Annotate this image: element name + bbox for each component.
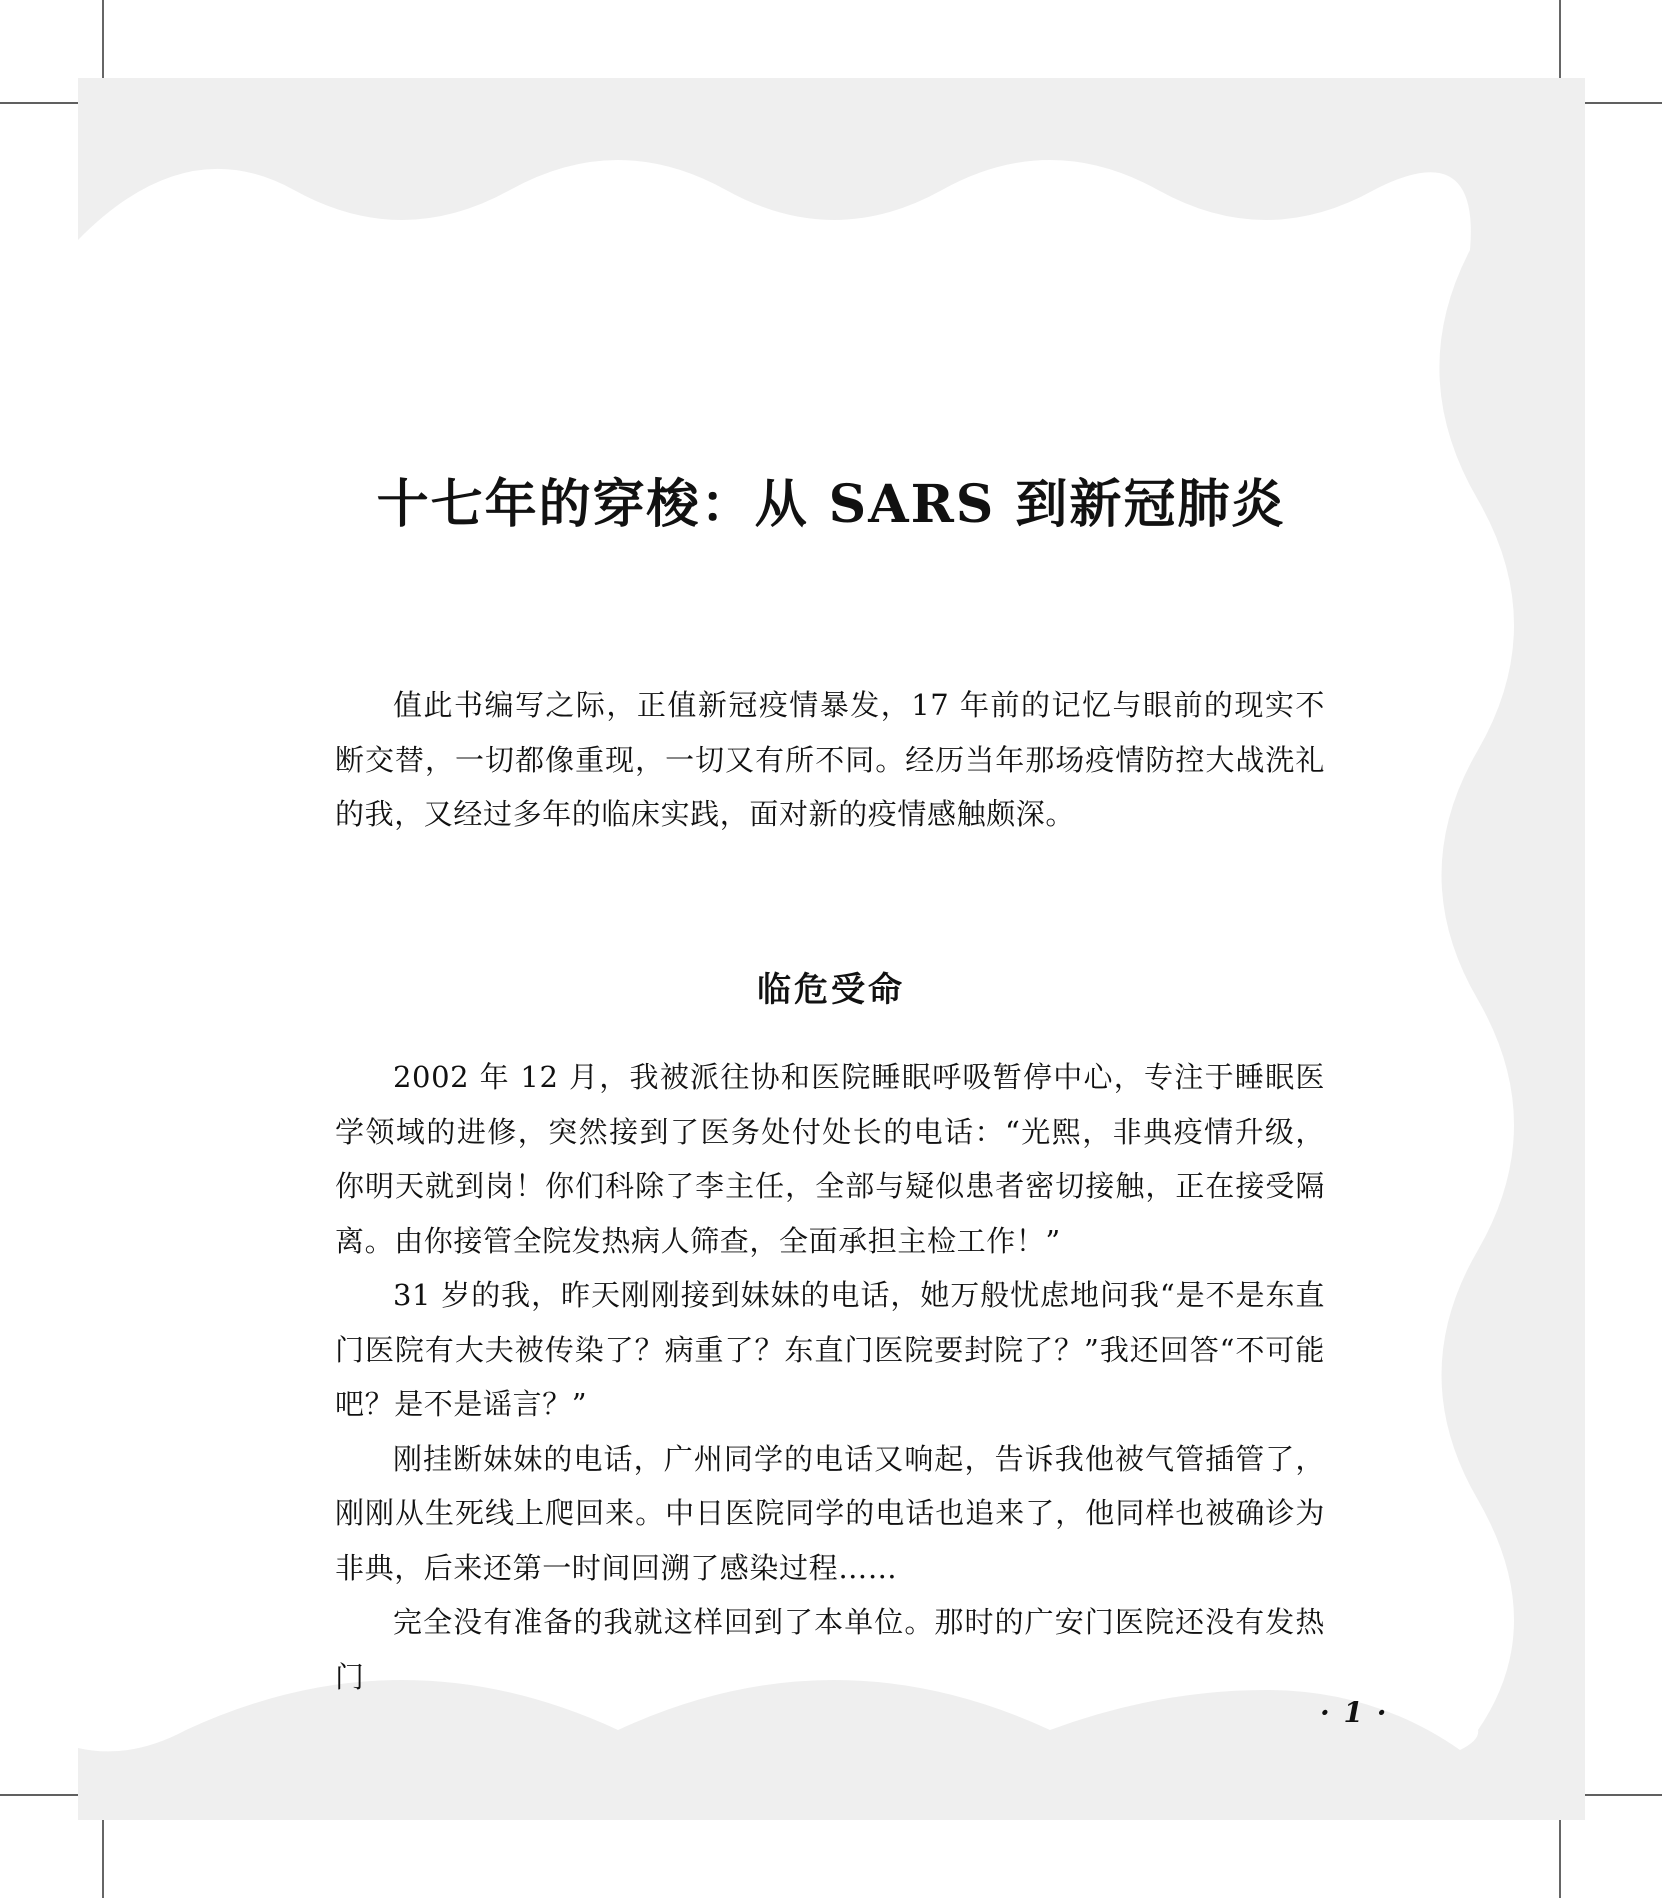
chapter-title: 十七年的穿梭：从 SARS 到新冠肺炎	[376, 474, 1286, 535]
page-number: · 1 ·	[1320, 1696, 1389, 1729]
intro-paragraph: 值此书编写之际，正值新冠疫情暴发，17 年前的记忆与眼前的现实不断交替，一切都像重现，一切又有所不同。经历当年那场疫情防控大战洗礼的我，又经过多年的临床实践，面对新的疫情感触颇深。	[335, 688, 1325, 831]
body-paragraph: 2002 年 12 月，我被派往协和医院睡眠呼吸暂停中心，专注于睡眠医学领域的进修，突然接到了医务处付处长的电话：“光熙，非典疫情升级，你明天就到岗！你们科除了李主任，全部与疑似患者密切接触，正在接受隔离。由你接管全院发热病人筛查，全面承担主检工作！”	[335, 1060, 1325, 1258]
body-section	[335, 1050, 1325, 1704]
intro-section	[335, 678, 1325, 842]
section-heading: 临危受命	[757, 970, 905, 1010]
body-paragraph: 刚挂断妹妹的电话，广州同学的电话又响起，告诉我他被气管插管了，刚刚从生死线上爬回来。中日医院同学的电话也追来了，他同样也被确诊为非典，后来还第一时间回溯了感染过程……	[335, 1441, 1325, 1585]
body-paragraph: 完全没有准备的我就这样回到了本单位。那时的广安门医院还没有发热门	[335, 1605, 1325, 1694]
body-paragraph: 31 岁的我，昨天刚刚接到妹妹的电话，她万般忧虑地问我“是不是东直门医院有大夫被传染了？病重了？东直门医院要封院了？”我还回答“不可能吧？是不是谣言？”	[335, 1278, 1325, 1421]
